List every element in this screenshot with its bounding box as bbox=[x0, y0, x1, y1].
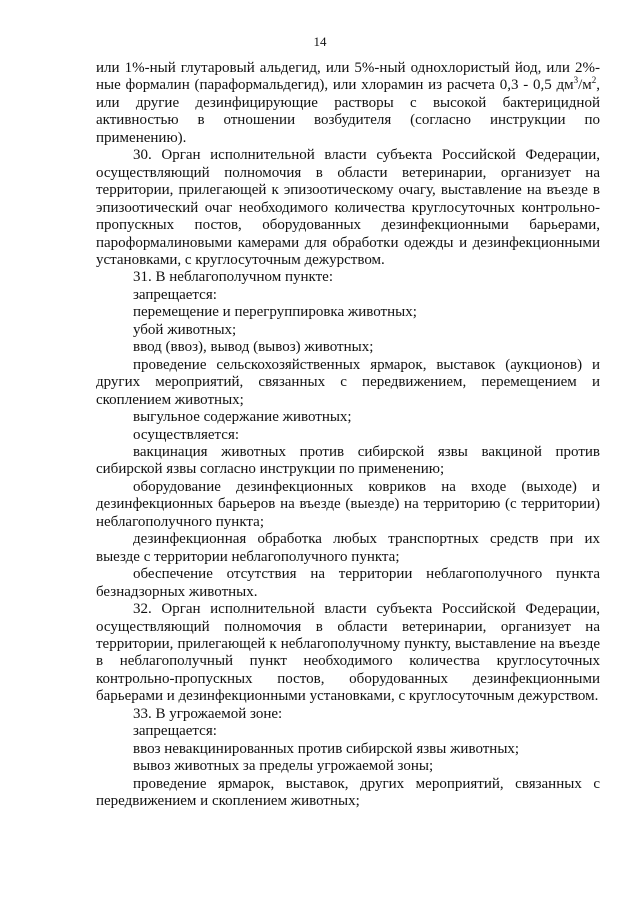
disinfectants-text-end: , или другие дезинфицирующие растворы с высокой бактерицидной активностью в отношении возбудителя (согласно инструкции по применению). bbox=[96, 77, 600, 146]
paragraph-31-forbidden-item: перемещение и перегруппировка животных; bbox=[133, 304, 417, 321]
disinfectants-text-start: или 1%-ный глутаровый альдегид, или 5%-ный однохлористый йод, или 2%-ные формалин (параформальдегид), или хлорамин из расчета 0,3 - 0,5 дм bbox=[96, 60, 600, 94]
paragraph-33-heading: 33. В угрожаемой зоне: bbox=[133, 705, 283, 722]
paragraph-30: 30. Орган исполнительной власти субъекта Российской Федерации, осуществляющий полномочия в области ветеринарии, организует на территории, прилегающей к эпизоотическому очагу, выставление на въезде в эпизоотический очаг необходимого количества круглосуточных контрольно-пропускных постов, оборудованных дезинфекционными барьерами, пароформалиновыми камерами для обработки одежды и дезинфекционными установками, с круглосуточным дежурством. bbox=[96, 147, 600, 268]
document-body bbox=[96, 60, 600, 810]
unit-exponent-3: 3 bbox=[573, 75, 579, 86]
paragraph-31-forbidden-item: ввод (ввоз), вывод (вывоз) животных; bbox=[133, 339, 374, 356]
paragraph-31-done-item: вакцинация животных против сибирской язвы вакциной против сибирской язвы согласно инструкции по применению; bbox=[96, 443, 600, 478]
unit-per-m: /м bbox=[578, 77, 592, 94]
paragraph-31-forbidden-label: запрещается: bbox=[133, 286, 217, 303]
unit-exponent-2: 2 bbox=[591, 75, 597, 86]
paragraph-31-done-item: обеспечение отсутствия на территории неблагополучного пункта безнадзорных животных. bbox=[96, 566, 600, 600]
paragraph-33-forbidden-item: проведение ярмарок, выставок, других мероприятий, связанных с передвижением и скоплением животных; bbox=[96, 775, 600, 810]
paragraph-32: 32. Орган исполнительной власти субъекта Российской Федерации, осуществляющий полномочия в области ветеринарии, организует на территории, прилегающей к неблагополучному пункту, выставление на въезде в неблагополучный пункт необходимого количества круглосуточных контрольно-пропускных постов, оборудованных дезинфекционными барьерами и дезинфекционными установками, с круглосуточным дежурством. bbox=[96, 601, 600, 705]
paragraph-31-forbidden-item: проведение сельскохозяйственных ярмарок, выставок (аукционов) и других мероприятий, связанных с передвижением, перемещением и скоплением животных; bbox=[96, 356, 600, 408]
paragraph-33-forbidden-item: вывоз животных за пределы угрожаемой зоны; bbox=[133, 758, 434, 775]
paragraph-33-forbidden-item: ввоз невакцинированных против сибирской язвы животных; bbox=[133, 740, 520, 757]
paragraph-31-done-label: осуществляется: bbox=[133, 426, 240, 443]
paragraph-31-done-item: дезинфекционная обработка любых транспортных средств при их выезде с территории неблагополучного пункта; bbox=[96, 531, 600, 565]
paragraph-31-forbidden-item: выгульное содержание животных; bbox=[133, 409, 352, 426]
paragraph-31-forbidden-item: убой животных; bbox=[133, 321, 237, 338]
paragraph-33-forbidden-label: запрещается: bbox=[133, 723, 217, 740]
paragraph-31-heading: 31. В неблагополучном пункте: bbox=[133, 269, 333, 286]
paragraph-disinfectants bbox=[96, 60, 600, 147]
paragraph-31-done-item: оборудование дезинфекционных ковриков на входе (выходе) и дезинфекционных барьеров на въезде (выезде) на территорию (с территории) неблагополучного пункта; bbox=[96, 478, 600, 530]
page-number: 14 bbox=[313, 34, 327, 49]
